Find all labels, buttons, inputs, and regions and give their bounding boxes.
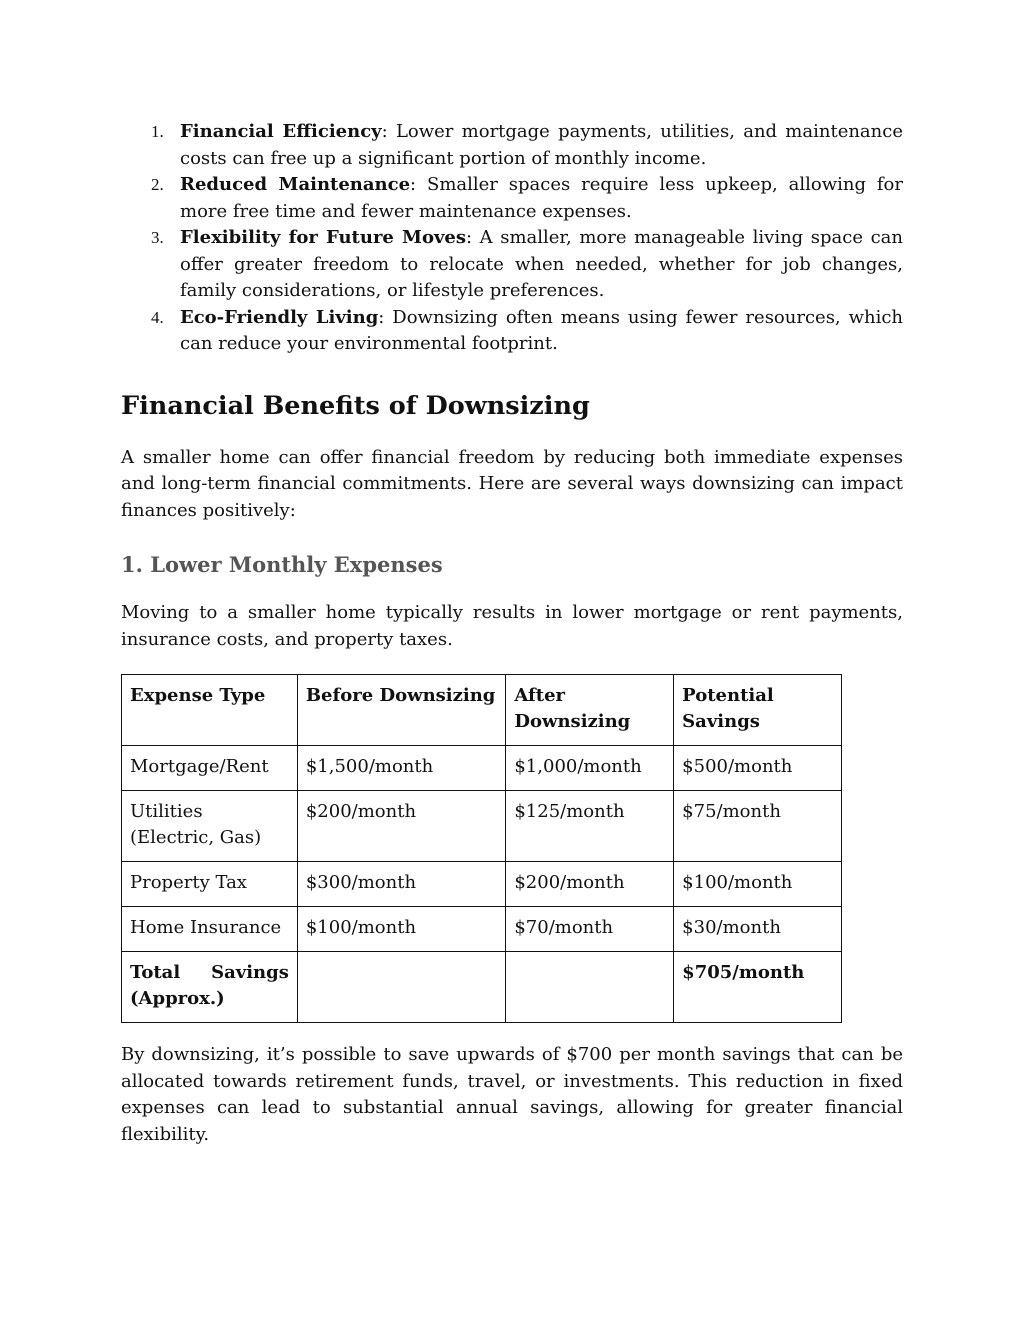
table-cell [297,952,506,1023]
table-total-row [122,952,842,1023]
subsection-intro-paragraph: Moving to a smaller home typically results in lower mortgage or rent payments, insurance costs, and property taxes. [121,602,903,650]
list-item-text: : Lower mortgage payments, utilities, and maintenance costs can free up a significant portion of monthly income. [180,121,903,169]
table-row [122,746,842,791]
column-header-after: After Downsizing [506,675,674,746]
table-cell: Property Tax [122,862,298,907]
table-cell: $1,500/month [297,746,506,791]
list-item [121,225,903,305]
table-cell: $200/month [506,862,674,907]
table-cell: $200/month [297,791,506,862]
list-item-title: Eco-Friendly Living [180,306,379,328]
table-cell: $125/month [506,791,674,862]
section-intro-paragraph: A smaller home can offer financial freedom by reducing both immediate expenses and long-term financial commitments. Here are several ways downsizing can impact finances positively: [121,446,903,521]
total-savings-cell: $705/month [674,952,842,1023]
benefits-list [121,119,903,358]
table-header-row [122,675,842,746]
column-header-before: Before Downsizing [297,675,506,746]
table-cell: $300/month [297,862,506,907]
table-cell: $30/month [674,907,842,952]
table-row [122,907,842,952]
table-cell: $75/month [674,791,842,862]
table-cell: $1,000/month [506,746,674,791]
list-item-title: Flexibility for Future Moves [180,227,466,248]
column-header-savings: Potential Savings [674,675,842,746]
section-heading: Financial Benefits of Downsizing [121,390,590,421]
subsection-heading: 1. Lower Monthly Expenses [121,552,443,577]
table-cell: Mortgage/Rent [122,746,298,791]
list-item-number: 2. [151,175,164,194]
list-item-text: : Downsizing often means using fewer resources, which can reduce your environmental footprint. [180,306,904,354]
list-item-text: : A smaller, more manageable living space can offer greater freedom to relocate when needed, whether for job changes, family considerations, or lifestyle preferences. [180,227,904,301]
table-cell: Home Insurance [122,907,298,952]
total-label-cell: Total Savings (Approx.) [122,952,298,1023]
expense-table [121,674,842,1023]
list-item [121,119,903,172]
table-row [122,791,842,862]
list-item [121,172,903,225]
list-item-number: 1. [151,122,164,141]
list-item [121,305,903,358]
table-cell: $70/month [506,907,674,952]
list-item-number: 4. [151,307,164,327]
table-cell: $500/month [674,746,842,791]
document-page [121,119,903,1148]
closing-paragraph: By downsizing, it’s possible to save upwards of $700 per month savings that can be allocated towards retirement funds, travel, or investments. This reduction in fixed expenses can lead to substantial annual savings, allowing for greater financial flexibility. [121,1044,903,1145]
table-row [122,862,842,907]
table-cell: Utilities (Electric, Gas) [122,791,298,862]
list-item-title: Financial Efficiency [180,121,382,142]
list-item-text: : Smaller spaces require less upkeep, allowing for more free time and fewer maintenance expenses. [180,174,903,222]
list-item-number: 3. [151,228,164,247]
table-cell [506,952,674,1023]
table-cell: $100/month [297,907,506,952]
table-cell: $100/month [674,862,842,907]
column-header-expense-type: Expense Type [122,675,298,746]
list-item-title: Reduced Maintenance [180,174,411,195]
